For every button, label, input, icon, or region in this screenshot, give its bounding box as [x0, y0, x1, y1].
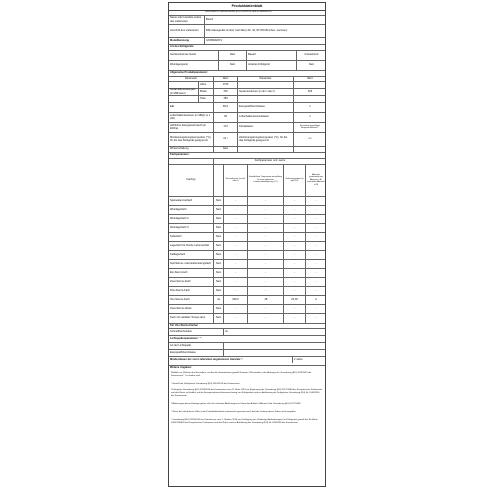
- light-source-title-row: [169, 335, 325, 342]
- general-row: [169, 132, 325, 146]
- table-cell: -: [224, 277, 248, 286]
- table-cell: Speisekammerfach: [169, 196, 214, 205]
- footnote: ⁵ Verordnung (EU) 2019/2019 der Kommission vom 1. Oktober 2019 zur Festlegung von Ökodesign-Anforderungen an Kühlgeräte gemäß der Richtlinie 2009/125/EG des Europäischen Parlaments und des Rates und zur Aufhebung der Verordnung (EG) Nr. 643/2009 der Kommission.: [171, 419, 318, 424]
- model-type-row: [169, 50, 325, 60]
- compartment-row: [169, 205, 325, 214]
- warranty-row: [169, 356, 325, 363]
- four-star-title: Für Vier-Sterne-Fächer: [170, 323, 199, 327]
- table-cell: [294, 81, 326, 88]
- extra-title-row: [169, 365, 325, 371]
- table-cell: Zwei-Sterne-Fach: [169, 277, 214, 286]
- table-cell: -: [224, 268, 248, 277]
- compartment-row: [169, 313, 325, 323]
- compartment-row: [169, 214, 325, 223]
- compartment-row: [169, 304, 325, 313]
- table-cell: Nein: [214, 146, 238, 152]
- dimension-row: [169, 81, 325, 88]
- table-cell: -: [248, 205, 284, 214]
- table-cell: Nein: [214, 232, 224, 241]
- model-type-title: Art des Kühlgeräts:: [170, 45, 195, 49]
- table-cell: Wert: [307, 76, 313, 80]
- table-cell: -: [248, 259, 284, 268]
- table-cell: -: [284, 250, 306, 259]
- table-cell: Schnellfrierfunktion: [169, 328, 224, 335]
- table-cell: Freistehend: [304, 53, 319, 57]
- table-cell: -: [248, 214, 284, 223]
- table-cell: -: [315, 261, 317, 265]
- table-cell: 1760: [214, 81, 238, 88]
- table-cell: -: [284, 259, 306, 268]
- table-cell: 10 ¹: [214, 132, 238, 146]
- table-cell: Ja: [214, 295, 224, 304]
- table-cell: Wert: [214, 76, 238, 81]
- compartment-row: [169, 223, 325, 232]
- table-cell: 700: [214, 88, 238, 95]
- table-cell: 35: [214, 112, 238, 122]
- general-title: Allgemeine Produktparameter:: [170, 71, 208, 75]
- table-cell: -: [284, 286, 306, 295]
- table-cell: Weinlagerfach: [169, 205, 214, 214]
- table-cell: -: [224, 205, 248, 214]
- table-cell: Fachparameter und -werte: [254, 159, 286, 163]
- supplier-name-label: Name oder Handels-marke des Lieferanten: [169, 15, 205, 24]
- table-cell: -: [284, 232, 306, 241]
- table-cell: -: [284, 196, 306, 205]
- table-cell: Nein: [219, 50, 247, 60]
- table-cell: -: [248, 268, 284, 277]
- table-cell: -: [315, 243, 317, 247]
- table-cell: Nein: [214, 268, 224, 277]
- table-cell: Parameter: [238, 76, 294, 81]
- table-cell: 326: [307, 89, 313, 93]
- product-data-sheet: [168, 2, 326, 487]
- model-id-label: Modellkennung: [169, 37, 205, 44]
- general-row: [169, 112, 325, 122]
- table-cell: Lagerfach für frische Lebensmittel: [169, 241, 214, 250]
- compartment-row: [169, 196, 325, 205]
- extra-title: Weitere Angaben:: [170, 366, 192, 370]
- light-source-row: [169, 349, 325, 356]
- table-cell: Nein: [214, 205, 224, 214]
- table-cell: -: [248, 250, 284, 259]
- table-cell: -: [284, 223, 306, 232]
- table-cell: Weinlagerfach 2: [169, 214, 214, 223]
- table-cell: Geräuscharmes Gerät:: [169, 50, 219, 60]
- table-cell: Kaltlagerfach: [169, 250, 214, 259]
- table-cell: C¹: [308, 105, 312, 108]
- table-cell: Winterschaltung: [169, 146, 214, 152]
- table-cell: Luftschallemissionen (in dB(A) re 1 pW): [169, 112, 214, 122]
- table-cell: -: [224, 304, 248, 313]
- table-cell: -: [248, 241, 284, 250]
- table-cell: Nein: [214, 259, 224, 268]
- table-cell: Nein: [214, 304, 224, 313]
- table-cell: Fachtyp: [169, 164, 214, 196]
- table-cell: A: [315, 297, 317, 301]
- table-cell: Breite: [199, 88, 214, 95]
- table-cell: Art der Lichtquelle: [169, 342, 224, 349]
- table-cell: -: [315, 198, 317, 202]
- table-cell: -: [224, 250, 248, 259]
- table-cell: Höchstumgebungstemperatur (°C), für die das Kühlgerät geeignet ist: [238, 132, 294, 146]
- table-cell: -: [248, 304, 284, 313]
- table-cell: -: [224, 196, 248, 205]
- table-cell: Weinlagergerät:: [169, 60, 219, 70]
- table-cell: Ein-Stern-Fach: [169, 268, 214, 277]
- table-cell: -: [248, 196, 284, 205]
- table-cell: -: [224, 313, 248, 323]
- table-cell: Gesamtvolumen (in dm³ oder l): [238, 88, 294, 95]
- sheet-title: Produktdatenblatt: [169, 3, 325, 11]
- compartment-row: [169, 295, 325, 304]
- table-cell: -: [284, 277, 306, 286]
- table-cell: Nein: [308, 63, 315, 67]
- table-cell: -: [315, 288, 317, 292]
- table-cell: -: [248, 223, 284, 232]
- table-cell: Nein: [214, 196, 224, 205]
- table-cell: Fachvolumen (in dm³ oder l): [224, 164, 248, 196]
- table-cell: Nein: [214, 313, 224, 323]
- table-row: [169, 15, 325, 24]
- table-cell: Nein: [219, 60, 247, 70]
- table-cell: 43 ¹: [308, 137, 312, 140]
- model-id-value: GSN58AWCV: [206, 38, 223, 42]
- table-cell: Parameter: [169, 76, 214, 81]
- light-source-title: Lichtquellenparameter ¹ ²:: [170, 336, 202, 340]
- table-cell: 2 Jahre: [294, 357, 303, 361]
- table-cell: Bauart:: [247, 50, 297, 60]
- table-cell: Zwei-Sterne-Abteil: [169, 304, 214, 313]
- table-cell: Abtauart (automatisches Abtauen = A, manuelles Abtauen = M): [307, 173, 325, 186]
- table-cell: -: [315, 306, 317, 310]
- table-cell: -: [315, 207, 317, 211]
- table-cell: Null-Sterne- oder Eisbereitungsfach: [169, 259, 214, 268]
- table-cell: -: [224, 241, 248, 250]
- table-cell: -: [224, 286, 248, 295]
- table-row: [169, 24, 325, 37]
- footnote: ⁴ Wenn der Inhalt dieser Zelle in der Produktdatenbank automatisch generiert wird, darf der Lieferant diese Daten nicht eingeben.: [171, 411, 297, 413]
- table-cell: -: [284, 241, 306, 250]
- table-cell: 20,00: [284, 295, 306, 304]
- light-source-row: [169, 342, 325, 349]
- table-cell: -: [248, 232, 284, 241]
- table-cell: -: [224, 223, 248, 232]
- footnote: ³ Änderungen dieser Einträge gelten nicht als relevante Änderungen im Sinne des Artikels 4 Absatz 4 der Verordnung (EU) 2017/1369.: [171, 403, 301, 405]
- table-cell: Erweiterte gemäßigte Temperaturklasse/…: [300, 124, 320, 129]
- table-cell: 173: [214, 122, 238, 132]
- table-cell: -: [315, 225, 317, 229]
- table-cell: Energieeffizienzklasse: [169, 349, 224, 356]
- table-cell: Kellerfach: [169, 232, 214, 241]
- table-cell: Nein: [214, 277, 224, 286]
- footnote: ² Delegierte Verordnung (EU) 2019/2016 der Kommission vom 11. März 2019 zur Ergänzung der Verordnung (EU) 2017/1369 des Europäischen Parlaments und des Rates im Hinblick auf die Energieverbrauchskennzeichnung von Kühlgeräten und zur Aufhebung der Delegierten Verordnung (EU) Nr. 1060/2010 der Kommission.: [171, 389, 323, 397]
- compartment-row: [169, 268, 325, 277]
- dimension-row: [169, 88, 325, 95]
- table-cell: Tiefe: [199, 95, 214, 102]
- table-cell: Luftschallemissionsklasse: [238, 112, 294, 122]
- table-cell: C¹: [308, 115, 312, 118]
- table-cell: Mindestumgebungstemperatur (°C), für die das Kühlgerät geeignet ist: [169, 132, 214, 146]
- table-cell: 326,0: [224, 295, 248, 304]
- extra-text: Weblink zur Website des Herstellers, auf der die Informationen gemäß Nummer 4 Buchstabe a des Anhangs der Verordnung (EU) 2019/2019 der Kommission ¹ ² zu finden sind:: [171, 372, 312, 377]
- general-row: [169, 102, 325, 112]
- table-cell: Nein: [214, 214, 224, 223]
- table-cell: [214, 164, 224, 196]
- compartment-row: [169, 259, 325, 268]
- general-row: [169, 122, 325, 132]
- table-cell: Nein: [214, 250, 224, 259]
- table-cell: [294, 95, 326, 102]
- model-type-row: [169, 60, 325, 70]
- table-cell: -: [224, 214, 248, 223]
- table-cell: Gefriervermögen (in kg/24 h): [284, 164, 306, 196]
- table-cell: -: [248, 313, 284, 323]
- table-cell: [224, 349, 326, 356]
- table-cell: Klimaklasse:: [238, 122, 294, 132]
- compartment-header: [169, 164, 325, 196]
- table-cell: -: [284, 205, 306, 214]
- table-cell: -: [248, 277, 284, 286]
- table-cell: -: [224, 232, 248, 241]
- table-cell: -: [315, 252, 317, 256]
- table-cell: Mindestdauer der vom Lieferanten angebotenen Garantie ²:: [169, 356, 293, 363]
- table-cell: Anderes Kühlgerät:: [247, 60, 297, 70]
- compartment-row: [169, 250, 325, 259]
- table-cell: Vier-Sterne-Fach: [169, 295, 214, 304]
- table-cell: [238, 81, 294, 88]
- table-cell: [238, 95, 294, 102]
- table-cell: Gesamtabmessungen (in Millimeter): [169, 88, 199, 95]
- table-cell: EEI: [169, 102, 214, 112]
- table-cell: -: [315, 216, 317, 220]
- supplier-address-value: BSH Hausgeräte GmbH, Carl-Wery-Str. 34, 81739 München, Germany: [206, 28, 288, 32]
- table-cell: Höhe: [199, 81, 214, 88]
- table-cell: Nein: [214, 286, 224, 295]
- table-cell: -: [284, 304, 306, 313]
- table-cell: -: [224, 259, 248, 268]
- dimension-row: [169, 95, 325, 102]
- four-star-row: [169, 328, 325, 335]
- table-cell: Nein: [214, 223, 224, 232]
- table-cell: Drei-Sterne-Fach: [169, 286, 214, 295]
- compartment-title: Fachparameter:: [170, 153, 190, 157]
- table-cell: Jährlicher Energieverbrauch (in kWh/a): [169, 122, 214, 132]
- supplier-name-value: Bosch: [206, 17, 214, 21]
- table-cell: -: [315, 270, 317, 274]
- table-cell: 84,6: [214, 102, 238, 112]
- supplier-address-label: Anschrift des Lieferanten: [169, 24, 205, 37]
- table-cell: -: [315, 279, 317, 283]
- table-cell: -: [315, 234, 317, 238]
- table-cell: Energieeffizienzklasse: [238, 102, 294, 112]
- table-cell: -18: [248, 295, 284, 304]
- table-cell: -: [248, 286, 284, 295]
- table-cell: Ja: [225, 329, 228, 333]
- table-cell: -: [315, 316, 317, 320]
- compartment-row: [169, 232, 325, 241]
- table-cell: -: [284, 268, 306, 277]
- sheet-subtitle: DELEGIERTE VERORDNUNG (EU) 2019/2016 DER KOMMISSION: [205, 10, 272, 13]
- footnote: ¹ Gemäß der Delegierten Verordnung (EU) 2019/2016 der Kommission.: [171, 383, 241, 385]
- table-cell: -: [284, 214, 306, 223]
- table-cell: 780: [214, 95, 238, 102]
- table-cell: [169, 81, 199, 88]
- table-cell: Weinlagerfach 3: [169, 223, 214, 232]
- table-cell: Nein: [214, 241, 224, 250]
- compartment-row: [169, 286, 325, 295]
- table-cell: [224, 342, 326, 349]
- table-row: [169, 37, 325, 44]
- table-cell: Empfohlene Temperatur-einstellung für eine optimierte Lebensmittellagerung (°C): [248, 164, 284, 196]
- table-cell: -: [284, 313, 306, 323]
- compartment-row: [169, 241, 325, 250]
- table-cell: [169, 95, 199, 102]
- table-cell: Fach mit variabler Tempe-ratur: [169, 313, 214, 323]
- compartment-row: [169, 277, 325, 286]
